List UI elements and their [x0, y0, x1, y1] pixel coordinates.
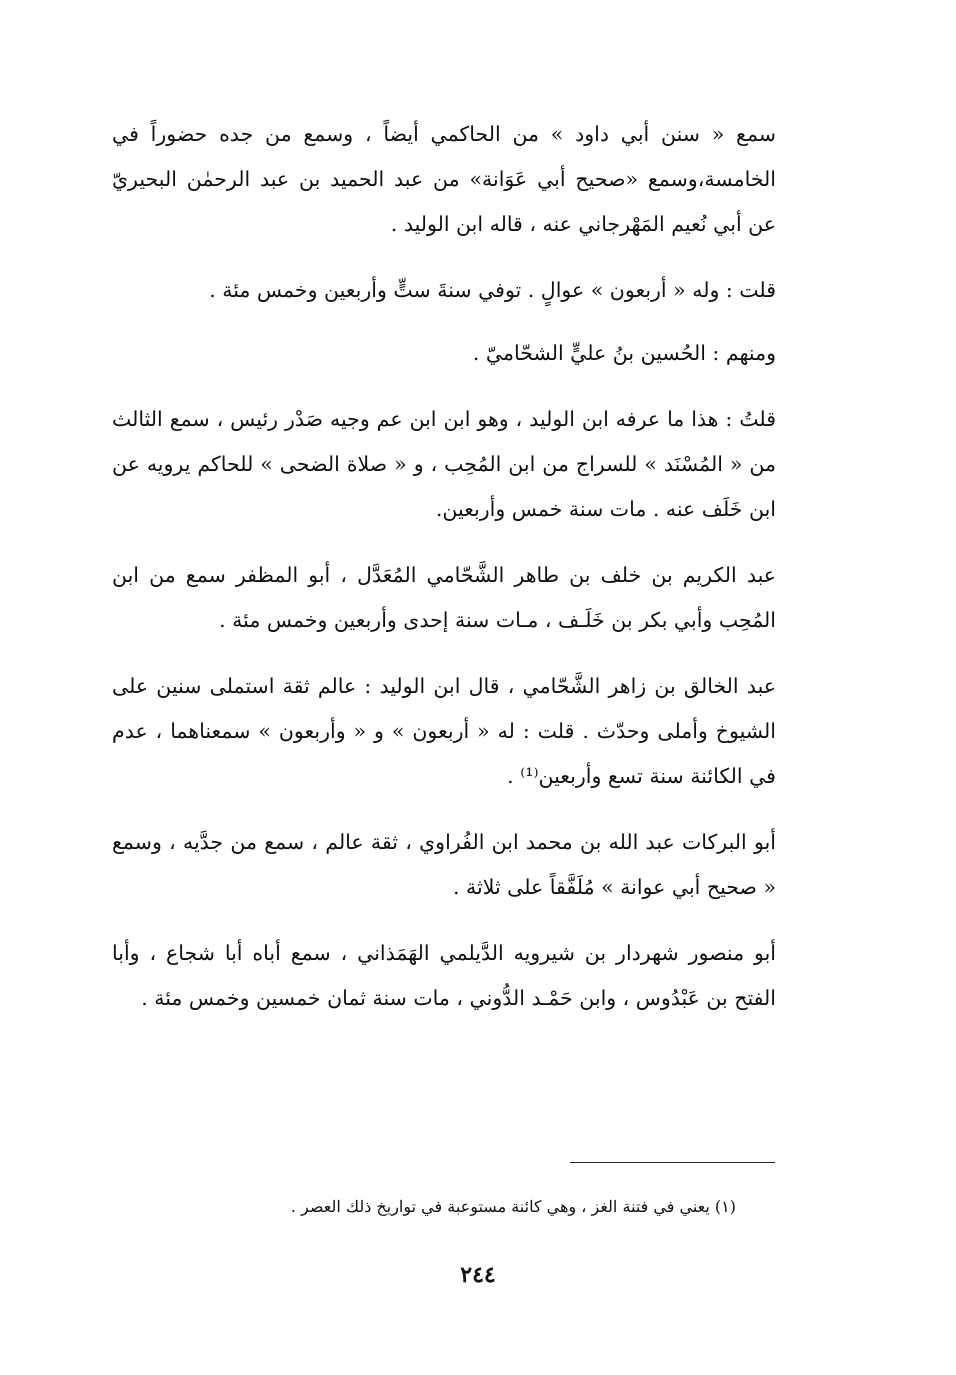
footnote: (١) يعني في فتنة الغز ، وهي كائنة مستوعبة في تواريخ ذلك العصر .	[290, 1197, 736, 1216]
paragraph-abu-al-barakat: أبو البركات عبد الله بن محمد ابن الفُراوي ، ثقة عالم ، سمع من جدَّيه ، وسمع « صحيح أبي عوانة » مُلَفَّقاً على ثلاثة .	[112, 830, 776, 899]
paragraph-hakimi: سمع « سنن أبي داود » من الحاكمي أيضاً ، وسمع من جده حضوراً في الخامسة،وسمع «صحيح أبي عَوَانة» من عبد الحميد بن عبد الرحمٰن البحيريّ عن أبي نُعيم المَهْرجاني عنه ، قاله ابن الوليد .	[112, 122, 776, 236]
paragraph-abd-al-karim: عبد الكريم بن خلف بن طاهر الشَّحّامي المُعَدَّل ، أبو المظفر سمع من ابن المُحِب وأبي بكر بن خَلَـف ، مـات سنة إحدى وأربعين وخمس مئة .	[112, 563, 776, 632]
main-text	[112, 112, 776, 1042]
paragraph-arbaun-death: قلت : وله « أربعون » عوالٍ . توفي سنةَ ستٍّ وأربعين وخمس مئة .	[209, 278, 776, 302]
page-number: ٢٤٤	[460, 1262, 496, 1288]
footnote-divider	[570, 1162, 775, 1163]
paragraph-husayn-shahhami: ومنهم : الحُسين بنُ عليٍّ الشحّاميّ .	[472, 341, 776, 365]
paragraph-ibn-al-walid-note: قلتُ : هذا ما عرفه ابن الوليد ، وهو ابن ابن عم وجيه صَدْر رئيس ، سمع الثالث من « المُسْنَد » للسراج من ابن المُحِب ، و « صلاة الضحى » للحاكم يرويه عن ابن خَلَف عنه . مات سنة خمس وأربعين.	[112, 407, 776, 521]
paragraph-abd-al-khaliq: عبد الخالق بن زاهر الشَّحّامي ، قال ابن الوليد : عالم ثقة استملى سنين على الشيوخ وأملى وحدّث . قلت : له « أربعون » و « وأربعون » سمعناهما ، عدم في الكائنة سنة تسع وأربعين⁽¹⁾ .	[112, 674, 776, 788]
paragraph-abu-mansur: أبو منصور شهردار بن شيرويه الدَّيلمي الهَمَذاني ، سمع أباه أبا شجاع ، وأبا الفتح بن عَبْدُوس ، وابن حَمْـد الدُّوني ، مات سنة ثمان خمسين وخمس مئة .	[112, 941, 776, 1010]
